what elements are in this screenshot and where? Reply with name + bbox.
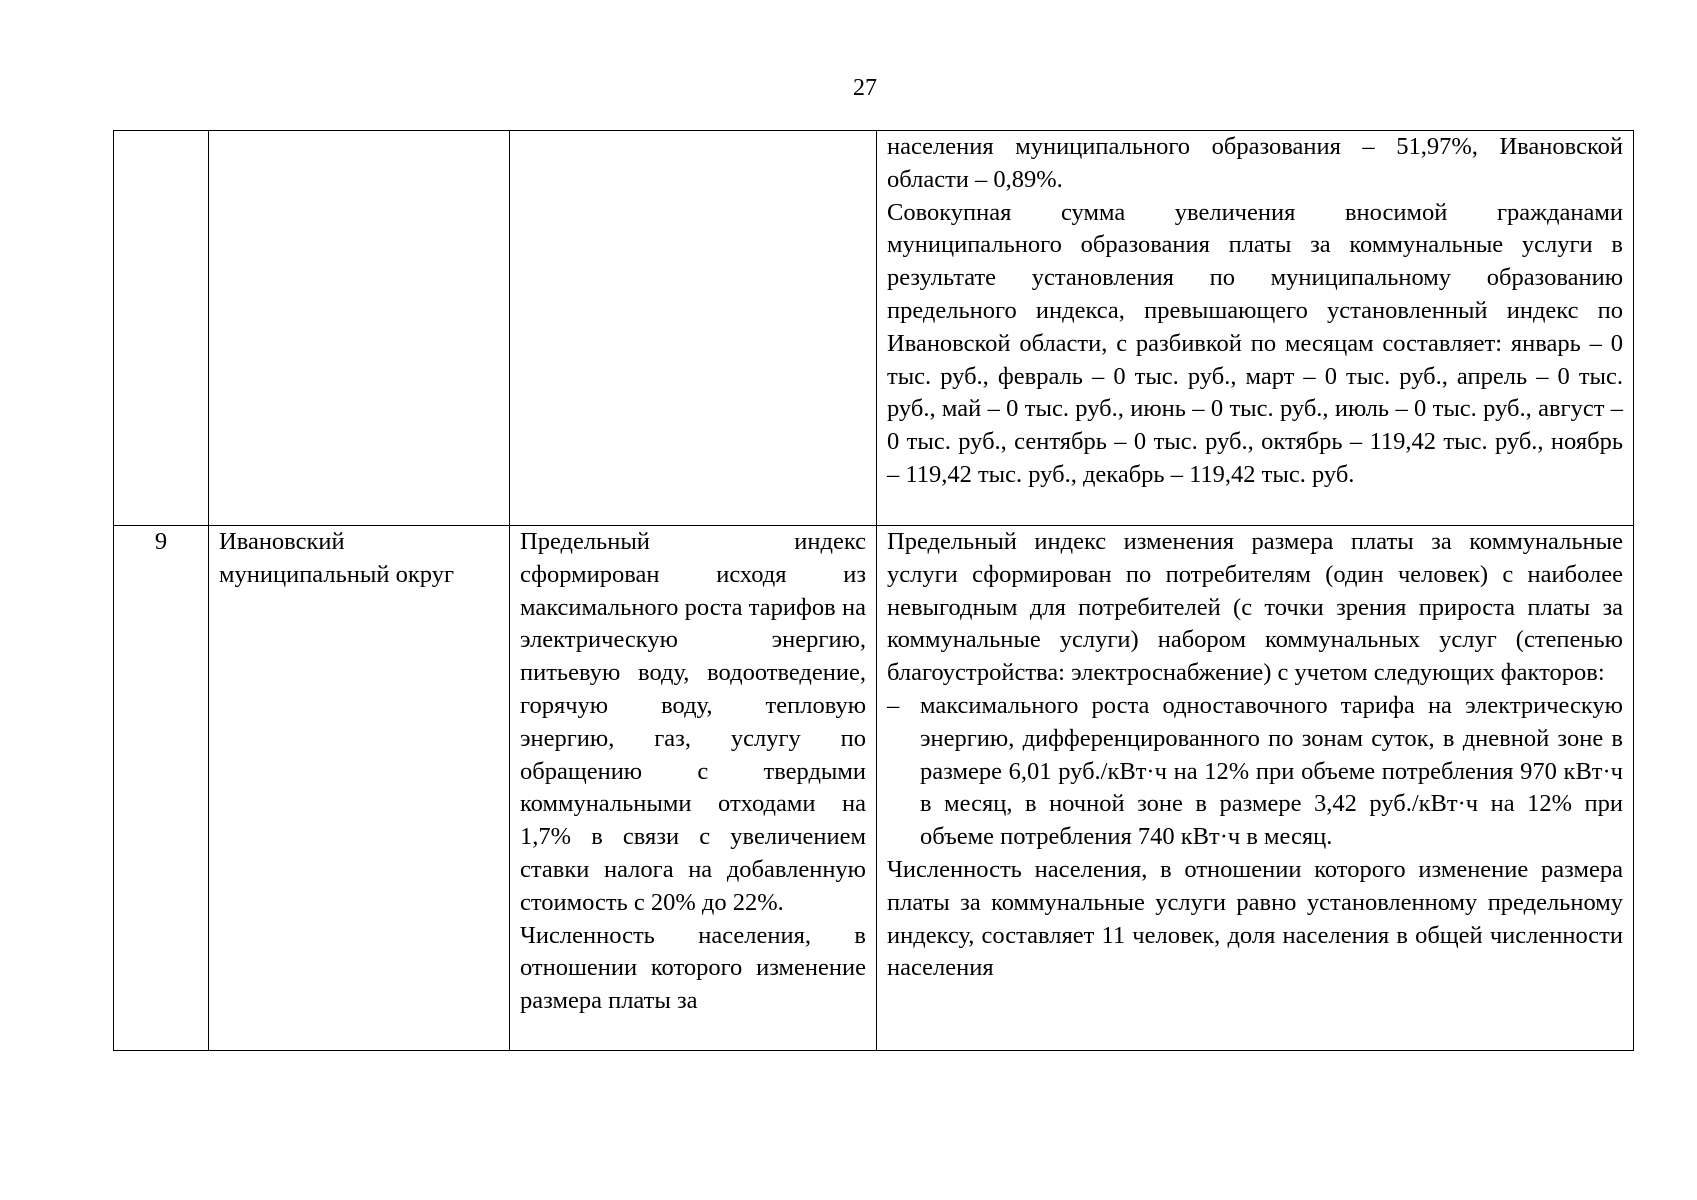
description-outro: Численность населения, в отношении которого изменение размера платы за коммунальные услуги равно установленному предельному индексу, составляет 11 человек, доля населения в общей численности населения: [887, 855, 1623, 982]
municipality-cell: [209, 131, 510, 526]
basis-cell: [510, 526, 877, 1051]
page-number: 27: [853, 75, 877, 101]
description-cell: [877, 131, 1634, 526]
table-row: [114, 131, 1634, 526]
description-intro: Предельный индекс изменения размера платы за коммунальные услуги сформирован по потребителям (один человек) с наиболее невыгодным для потребителей (с точки зрения прироста платы за коммунальные услуги) набором коммунальных услуг (степенью благоустройства: электроснабжение) с учетом следующих факторов:: [887, 528, 1623, 687]
list-dash-marker: –: [887, 691, 900, 719]
description-paragraph: Совокупная сумма увеличения вносимой гражданами муниципального образования платы за коммунальные услуги в результате установления по муниципальному образованию предельного индекса, превышающего установленный индекс по Ивановской области, с разбивкой по месяцам составляет: январь – 0 тыс. руб., февраль – 0 тыс. руб., март – 0 тыс. руб., апрель – 0 тыс. руб., май – 0 тыс. руб., июнь – 0 тыс. руб., июль – 0 тыс. руб., август – 0 тыс. руб., сентябрь – 0 тыс. руб., октябрь – 119,42 тыс. руб., ноябрь – 119,42 тыс. руб., декабрь – 119,42 тыс. руб.: [887, 198, 1623, 488]
description-cell: [877, 526, 1634, 1051]
basis-cell: [510, 131, 877, 526]
municipality-cell: Ивановский муниципальный округ: [209, 526, 510, 1051]
description-paragraph: населения муниципального образования – 51,97%, Ивановской области – 0,89%.: [887, 133, 1623, 193]
basis-paragraph: Предельный индекс сформирован исходя из максимального роста тарифов на электрическую энергию, питьевую воду, водоотведение, горячую воду, тепловую энергию, газ, услугу по обращению с твердыми коммунальными отходами на 1,7% в связи с увеличением ставки налога на добавленную стоимость с 20% до 22%.: [520, 528, 866, 916]
row-number-cell: 9: [114, 526, 209, 1051]
factor-list-item: [887, 690, 1623, 854]
row-number-cell: [114, 131, 209, 526]
factor-text: максимального роста одноставочного тарифа на электрическую энергию, дифференцированного по зонам суток, в дневной зоне в размере 6,01 руб./кВт·ч на 12% при объеме потребления 970 кВт·ч в месяц, в ночной зоне в размере 3,42 руб./кВт·ч на 12% при объеме потребления 740 кВт·ч в месяц.: [920, 691, 1623, 851]
index-table: [113, 130, 1634, 1051]
basis-paragraph: Численность населения, в отношении которого изменение размера платы за: [520, 921, 866, 1015]
table-row: [114, 526, 1634, 1051]
